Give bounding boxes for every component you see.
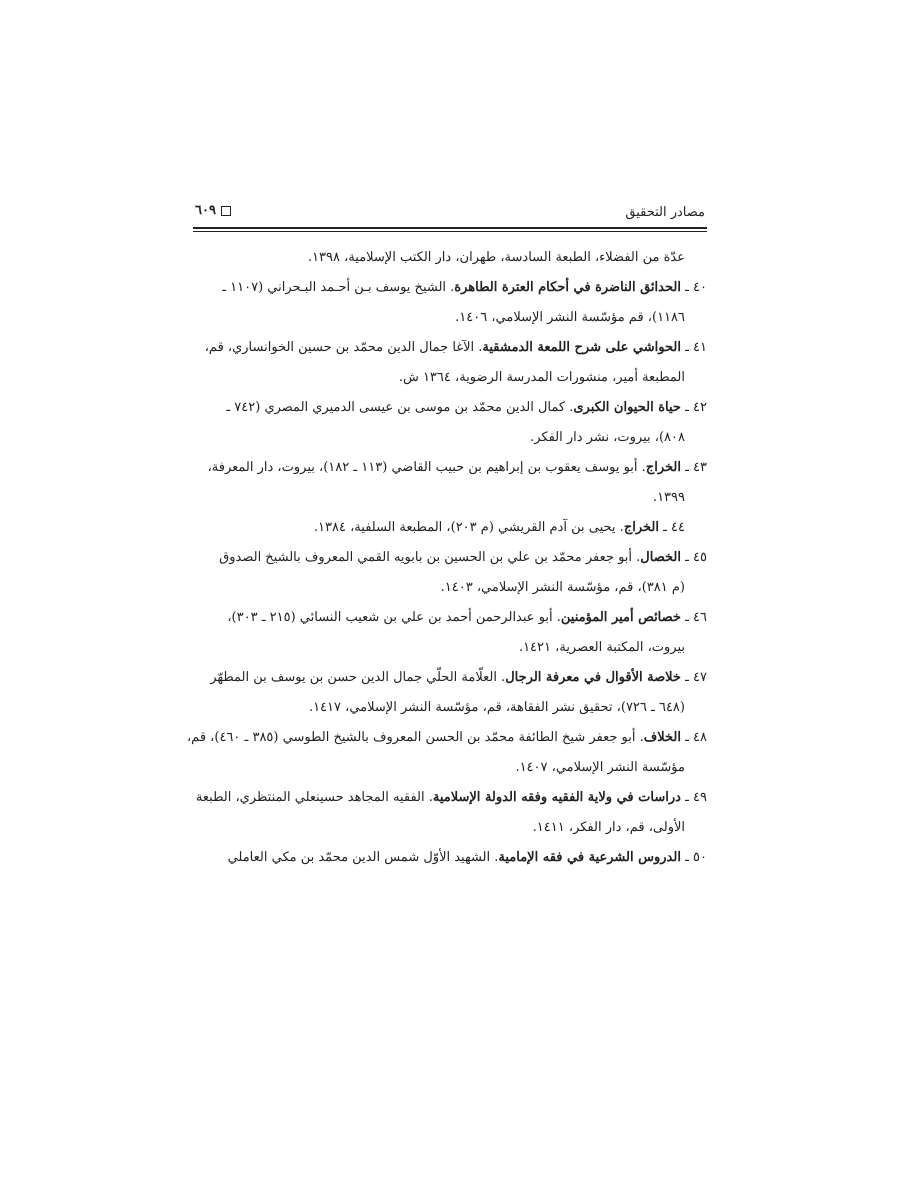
entry-details: . أبو جعفر محمّد بن علي بن الحسين بن بابويه القمي المعروف بالشيخ الصدوق: [219, 550, 641, 565]
entry-number: ٤٩ ـ: [680, 790, 707, 805]
entry-first-line: [193, 843, 707, 873]
square-icon: [221, 206, 231, 216]
bibliography-list: [186, 243, 707, 873]
entry-details: . الشهيد الأوّل شمس الدين محمّد بن مكي العاملي: [227, 850, 499, 865]
list-item: [193, 603, 707, 663]
entry-details: . كمال الدين محمّد بن موسى بن عيسى الدميري المصري (٧٤٢ ـ: [226, 400, 574, 415]
entry-first-line: [193, 783, 707, 813]
list-item: [193, 273, 707, 333]
list-item: [186, 723, 707, 783]
entry-first-line: [193, 393, 707, 423]
list-item: [193, 243, 707, 273]
page-number: ٦٠٩: [195, 203, 216, 218]
entry-details: . أبو يوسف يعقوب بن إبراهيم بن حبيب القاضي (١١٣ ـ ١٨٢)، بيروت، دار المعرفة،: [207, 460, 646, 475]
entry-first-line: [193, 513, 707, 543]
list-item: [193, 393, 707, 453]
entry-line: بيروت، المكتبة العصرية، ١٤٢١.: [518, 640, 685, 655]
list-item: [193, 543, 707, 603]
entry-first-line: [193, 603, 707, 633]
entry-title: الدروس الشرعية في فقه الإمامية: [498, 850, 681, 865]
entry-number: ٤٤ ـ: [658, 520, 685, 535]
list-item: [193, 513, 707, 543]
entry-first-line: [193, 663, 707, 693]
header-rule-thick: [193, 227, 707, 229]
entry-number: ٤٣ ـ: [680, 460, 707, 475]
entry-first-line: [193, 333, 707, 363]
entry-details: . العلّامة الحلّي جمال الدين حسن بن يوسف بن المطهّر: [210, 670, 506, 685]
entry-title: الحواشي على شرح اللمعة الدمشقية: [482, 340, 681, 355]
entry-line: الأولى، قم، دار الفكر، ١٤١١.: [532, 820, 685, 835]
entry-first-line: [193, 543, 707, 573]
entry-title: خلاصة الأقوال في معرفة الرجال: [505, 670, 681, 685]
entry-number: ٤٨ ـ: [680, 730, 707, 745]
entry-line: المطبعة أمير، منشورات المدرسة الرضوية، ١٣٦٤ ش.: [398, 370, 685, 385]
entry-first-line: [193, 273, 707, 303]
entry-first-line: [186, 723, 707, 753]
list-item: [193, 663, 707, 723]
list-item: [193, 783, 707, 843]
page-header: [193, 196, 707, 226]
list-item: [193, 453, 707, 513]
header-rule-thin: [193, 231, 707, 232]
list-item: [193, 333, 707, 393]
entry-number: ٤٢ ـ: [680, 400, 707, 415]
entry-line: (م ٣٨١)، قم، مؤسّسة النشر الإسلامي، ١٤٠٣.: [440, 580, 685, 595]
running-title: مصادر التحقيق: [625, 205, 705, 220]
list-item: [193, 843, 707, 873]
entry-line: (٦٤٨ ـ ٧٢٦)، تحقيق نشر الفقاهة، قم، مؤسّسة النشر الإسلامي، ١٤١٧.: [308, 700, 685, 715]
entry-title: حياة الحيوان الكبرى: [573, 400, 681, 415]
entry-title: الحدائق الناضرة في أحكام العترة الطاهرة: [454, 280, 681, 295]
entry-line: ٨٠٨)، بيروت، نشر دار الفكر.: [530, 430, 685, 445]
entry-number: ٤٥ ـ: [680, 550, 707, 565]
entry-line: مؤسّسة النشر الإسلامي، ١٤٠٧.: [515, 760, 685, 775]
entry-line: ١١٨٦)، قم مؤسّسة النشر الإسلامي، ١٤٠٦.: [455, 310, 685, 325]
entry-number: ٤٠ ـ: [680, 280, 707, 295]
entry-number: ٤١ ـ: [680, 340, 707, 355]
entry-line: ١٣٩٩.: [652, 490, 685, 505]
entry-title: خصائص أمير المؤمنين: [560, 610, 681, 625]
entry-line: عدّة من الفضلاء، الطبعة السادسة، طهران، دار الكتب الإسلامية، ١٣٩٨.: [307, 250, 685, 265]
entry-title: دراسات في ولاية الفقيه وفقه الدولة الإسلامية: [432, 790, 681, 805]
entry-details: . الشيخ يوسف بـن أحـمد البـحراني (١١٠٧ ـ: [222, 280, 455, 295]
entry-title: الخلاف: [643, 730, 681, 745]
entry-details: . أبو جعفر شيخ الطائفة محمّد بن الحسن المعروف بالشيخ الطوسي (٣٨٥ ـ ٤٦٠)، قم،: [186, 730, 644, 745]
page-number-group: [195, 202, 231, 220]
entry-details: . الآغا جمال الدين محمّد بن حسين الخوانساري، قم،: [204, 340, 483, 355]
entry-title: الخصال: [640, 550, 681, 565]
entry-details: . الفقيه المجاهد حسينعلي المنتظري، الطبعة: [195, 790, 433, 805]
book-page: [186, 196, 707, 996]
entry-number: ٤٧ ـ: [680, 670, 707, 685]
entry-number: ٤٦ ـ: [680, 610, 707, 625]
entry-title: الخراج: [645, 460, 681, 475]
entry-first-line: [193, 453, 707, 483]
entry-title: الخراج: [623, 520, 659, 535]
entry-details: . أبو عبدالرحمن أحمد بن علي بن شعيب النسائي (٢١٥ ـ ٣٠٣)،: [227, 610, 561, 625]
entry-number: ٥٠ ـ: [680, 850, 707, 865]
entry-details: . يحيى بن آدم القريشي (م ٢٠٣)، المطبعة السلفية، ١٣٨٤.: [313, 520, 624, 535]
